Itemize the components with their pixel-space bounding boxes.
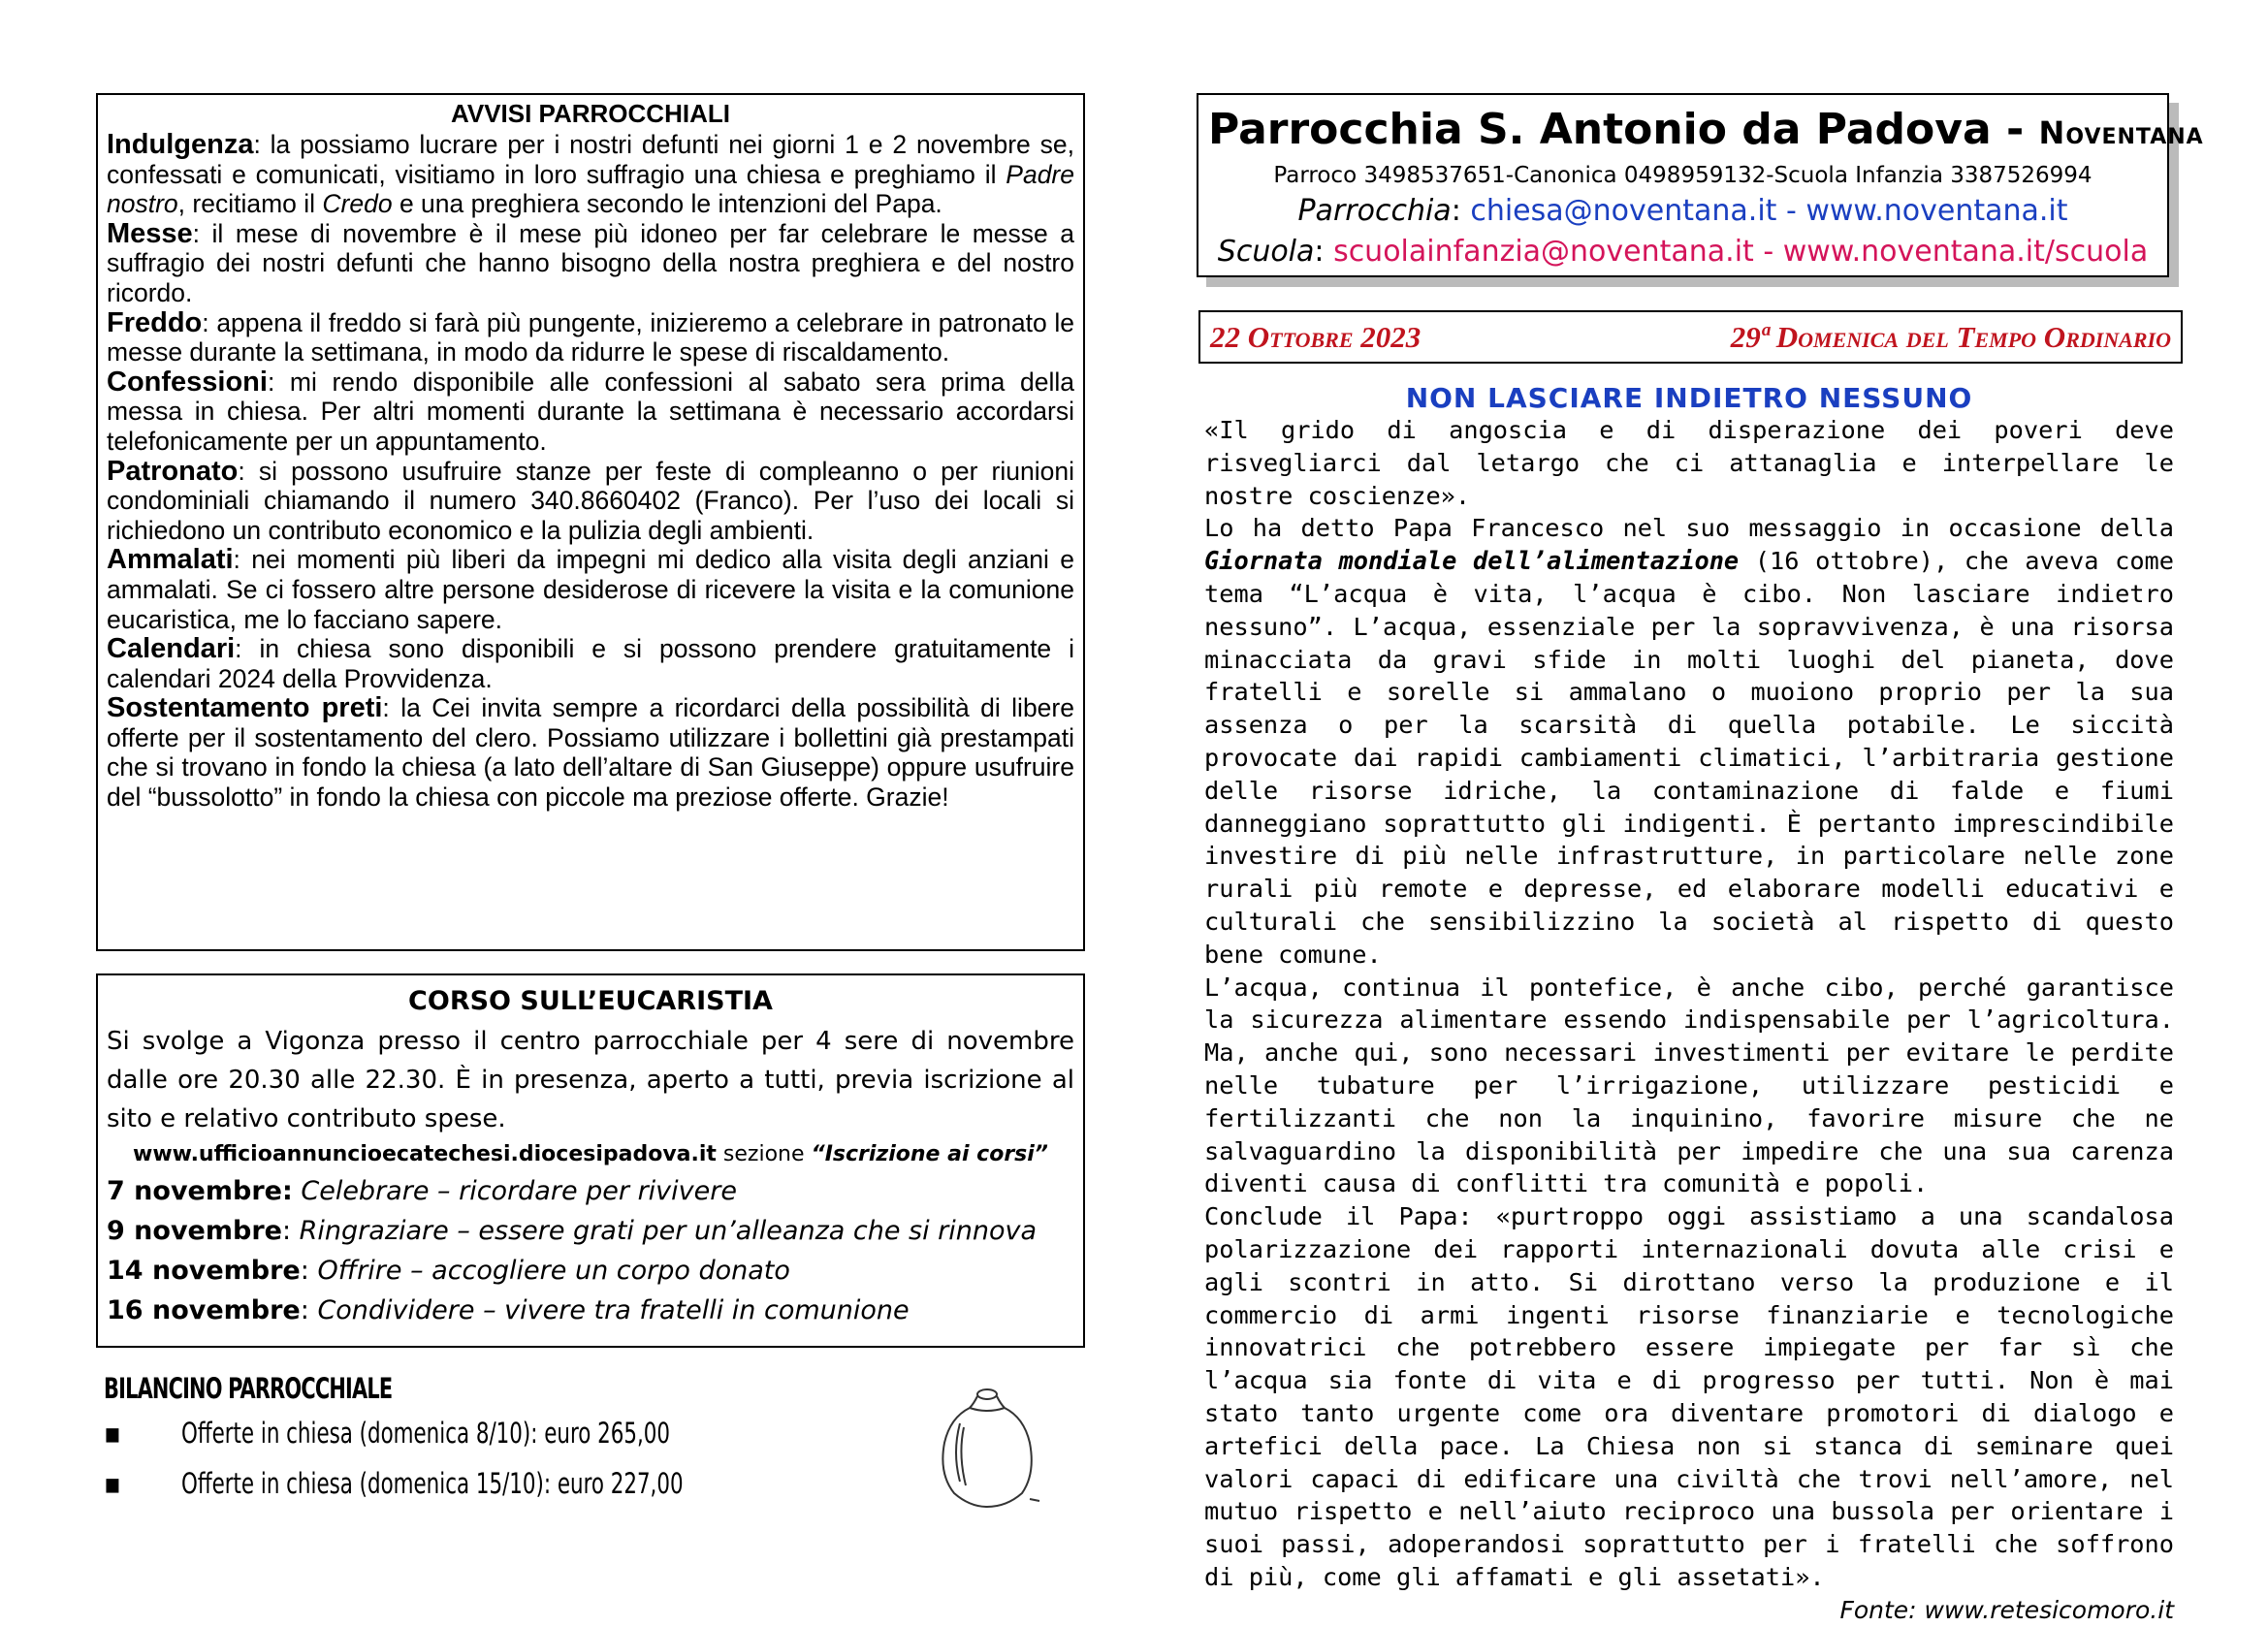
bilancino-title: BILANCINO PARROCCHIALE bbox=[104, 1372, 393, 1405]
parish-header bbox=[1197, 93, 2204, 277]
parrocchia-email-link[interactable]: chiesa@noventana.it bbox=[1470, 194, 1777, 228]
article-title: NON LASCIARE INDIETRO NESSUNO bbox=[1405, 382, 1973, 414]
avviso-messe: Messe: il mese di novembre è il mese più idoneo per far celebrare le messe a suffragio dei nostri defunti che hanno bisogno della nostra preghiera e del nostro ricordo. bbox=[107, 217, 1074, 307]
offering-jar-icon bbox=[931, 1385, 1047, 1511]
corso-title: CORSO SULL’EUCARISTIA bbox=[408, 986, 773, 1016]
liturgical-sunday: 29ª Domenica del Tempo Ordinario bbox=[1730, 319, 2171, 354]
corso-site: www.ufficioannuncioecatechesi.diocesipadova.it sezione “Iscrizione ai corsi” bbox=[133, 1142, 1048, 1166]
avviso-confessioni: Confessioni: mi rendo disponibile alle confessioni al sabato sera prima della messa in chiesa. Per altri momenti durante la settimana è necessario accordarsi telefonicamente per un appuntamento. bbox=[107, 366, 1074, 456]
bilancino-row: ▪ Offerte in chiesa (domenica 15/10): euro 227,00 bbox=[104, 1461, 976, 1506]
corso-day: 9 novembre: Ringraziare – essere grati per un’alleanza che si rinnova bbox=[107, 1216, 1038, 1246]
avvisi-parrocchiali-box bbox=[96, 93, 1085, 951]
date-bar bbox=[1198, 310, 2183, 364]
issue-date: 22 Ottobre 2023 bbox=[1210, 319, 1421, 354]
corso-day: 7 novembre: Celebrare – ricordare per rivivere bbox=[107, 1176, 737, 1206]
article-source: Fonte: www.retesicomoro.it bbox=[1839, 1595, 2174, 1624]
parrocchia-site-link[interactable]: www.noventana.it bbox=[1805, 194, 2068, 228]
bullet-icon: ▪ bbox=[104, 1417, 121, 1450]
parish-name: Parrocchia S. Antonio da Padova - Noventana bbox=[1208, 105, 2204, 154]
avviso-freddo: Freddo: appena il freddo si farà più pungente, inizieremo a celebrare in patronato le messe durante la settimana, in modo da ridurre le spese di riscaldamento. bbox=[107, 306, 1074, 367]
corso-eucaristia-box bbox=[96, 973, 1085, 1348]
corso-day: 14 novembre: Offrire – accogliere un corpo donato bbox=[107, 1256, 790, 1286]
parish-contacts: Parroco 3498537651-Canonica 0498959132-Scuola Infanzia 3387526994 bbox=[1273, 163, 2092, 188]
avviso-calendari: Calendari: in chiesa sono disponibili e si possono prendere gratuitamente i calendari 2024 della Provvidenza. bbox=[107, 633, 1074, 693]
corso-intro: Si svolge a Vigonza presso il centro parrocchiale per 4 sere di novembre dalle ore 20.30 alle 22.30. È in presenza, aperto a tutti, previa iscrizione al sito e relativo contributo spese. bbox=[107, 1027, 1074, 1133]
article bbox=[1204, 383, 2174, 1627]
avviso-sostentamento: Sostentamento preti: la Cei invita sempre a ricordarci della possibilità di libere offerte per il sostentamento del clero. Possiamo utilizzare i bollettini già prestampati che si trovano in fondo la chiesa (a lato dell’altare di San Giuseppe) oppure usufruire del “bussolotto” in fondo la chiesa con piccole ma preziose offerte. Grazie! bbox=[107, 692, 1074, 813]
article-paragraph: L’acqua, continua il pontefice, è anche cibo, perché garantisce la sicurezza alimentare essendo indispensabile per l’agricoltura. Ma, anche qui, sono necessari investimenti per evitare le perdite nelle tubature per l’irrigazione, utilizzare pesticidi e fertilizzanti che non la inquinino, favorire misure che ne salvaguardino la disponibilità per impedire che una sua carenza diventi causa di conflitti tra comunità e popoli. bbox=[1204, 973, 2174, 1198]
avvisi-list bbox=[107, 130, 1074, 813]
parrocchia-line: Parrocchia: chiesa@noventana.it - www.noventana.it bbox=[1297, 194, 2068, 228]
avviso-ammalati: Ammalati: nei momenti più liberi da impegni mi dedico alla visita degli anziani e ammalati. Se ci fossero altre persone desiderose di ricevere la visita e la comunione eucaristica, me lo facciano sapere. bbox=[107, 544, 1074, 634]
corso-day: 16 novembre: Condividere – vivere tra fratelli in comunione bbox=[107, 1295, 910, 1325]
scuola-site-link[interactable]: www.noventana.it/scuola bbox=[1782, 235, 2149, 269]
bilancino-section bbox=[104, 1372, 976, 1506]
scuola-line: Scuola: scuolainfanzia@noventana.it - www.noventana.it/scuola bbox=[1217, 235, 2149, 269]
bullet-icon: ▪ bbox=[104, 1467, 121, 1500]
article-paragraph: «Il grido di angoscia e di disperazione dei poveri deve risvegliarci dal letargo che ci attanaglia e interpellare le nostre coscienze». bbox=[1204, 416, 2174, 510]
article-paragraph: Lo ha detto Papa Francesco nel suo messaggio in occasione della Giornata mondiale dell’alimentazione (16 ottobre), che aveva come tema “L’acqua è vita, l’acqua è cibo. Non lasciare indietro nessuno”. L’acqua, essenziale per la sopravvivenza, è una risorsa minacciata da gravi sfide in molti luoghi del pianeta, dove fratelli e sorelle si ammalano o muoiono proprio per la sua assenza o per la scarsità di quella potabile. Le siccità provocate dai rapidi cambiamenti climatici, l’arbitraria gestione delle risorse idriche, la contaminazione di falde e fiumi danneggiano soprattutto gli indigenti. È pertanto imprescindibile investire di più nelle infrastrutture, in particolare nelle zone rurali più remote e depresse, ed elaborare modelli educativi e culturali che sensibilizzino la società al rispetto di questo bene comune. bbox=[1204, 514, 2175, 969]
scuola-email-link[interactable]: scuolainfanzia@noventana.it bbox=[1333, 235, 1754, 269]
avviso-indulgenza: Indulgenza: la possiamo lucrare per i nostri defunti nei giorni 1 e 2 novembre se, confessati e comunicati, visitiamo in loro suffragio una chiesa e preghiamo il Padre nostro, recitiamo il Credo e una preghiera secondo le intenzioni del Papa. bbox=[107, 129, 1074, 219]
avviso-patronato: Patronato: si possono usufruire stanze per feste di compleanno o per riunioni condominiali chiamando il numero 340.8660402 (Franco). Per l’uso dei locali si richiedono un contributo economico e la pulizia degli ambienti. bbox=[107, 455, 1074, 545]
bilancino-row: ▪ Offerte in chiesa (domenica 8/10): euro 265,00 bbox=[104, 1411, 976, 1455]
article-paragraph: Conclude il Papa: «purtroppo oggi assistiamo a una scandalosa polarizzazione dei rapporti internazionali dovuta alle crisi e agli scontri in atto. Si dirottano verso la produzione e il commercio di armi ingenti risorse finanziarie e tecnologiche innovatrici che potrebbero essere impiegate per far sì che l’acqua sia fonte di vita e di progresso per tutti. Non è mai stato tanto urgente come ora diventare promotori di dialogo e artefici della pace. La Chiesa non si stanca di seminare quei valori capaci di edificare una civiltà che trovi nell’amore, nel mutuo rispetto e nell’aiuto reciproco una bussola per orientare i suoi passi, adoperandosi soprattutto per i fratelli che soffrono di più, come gli affamati e gli assetati». bbox=[1204, 1202, 2174, 1591]
corso-site-link[interactable]: www.ufficioannuncioecatechesi.diocesipadova.it bbox=[133, 1142, 717, 1166]
avvisi-title: AVVISI PARROCCHIALI bbox=[451, 99, 730, 128]
